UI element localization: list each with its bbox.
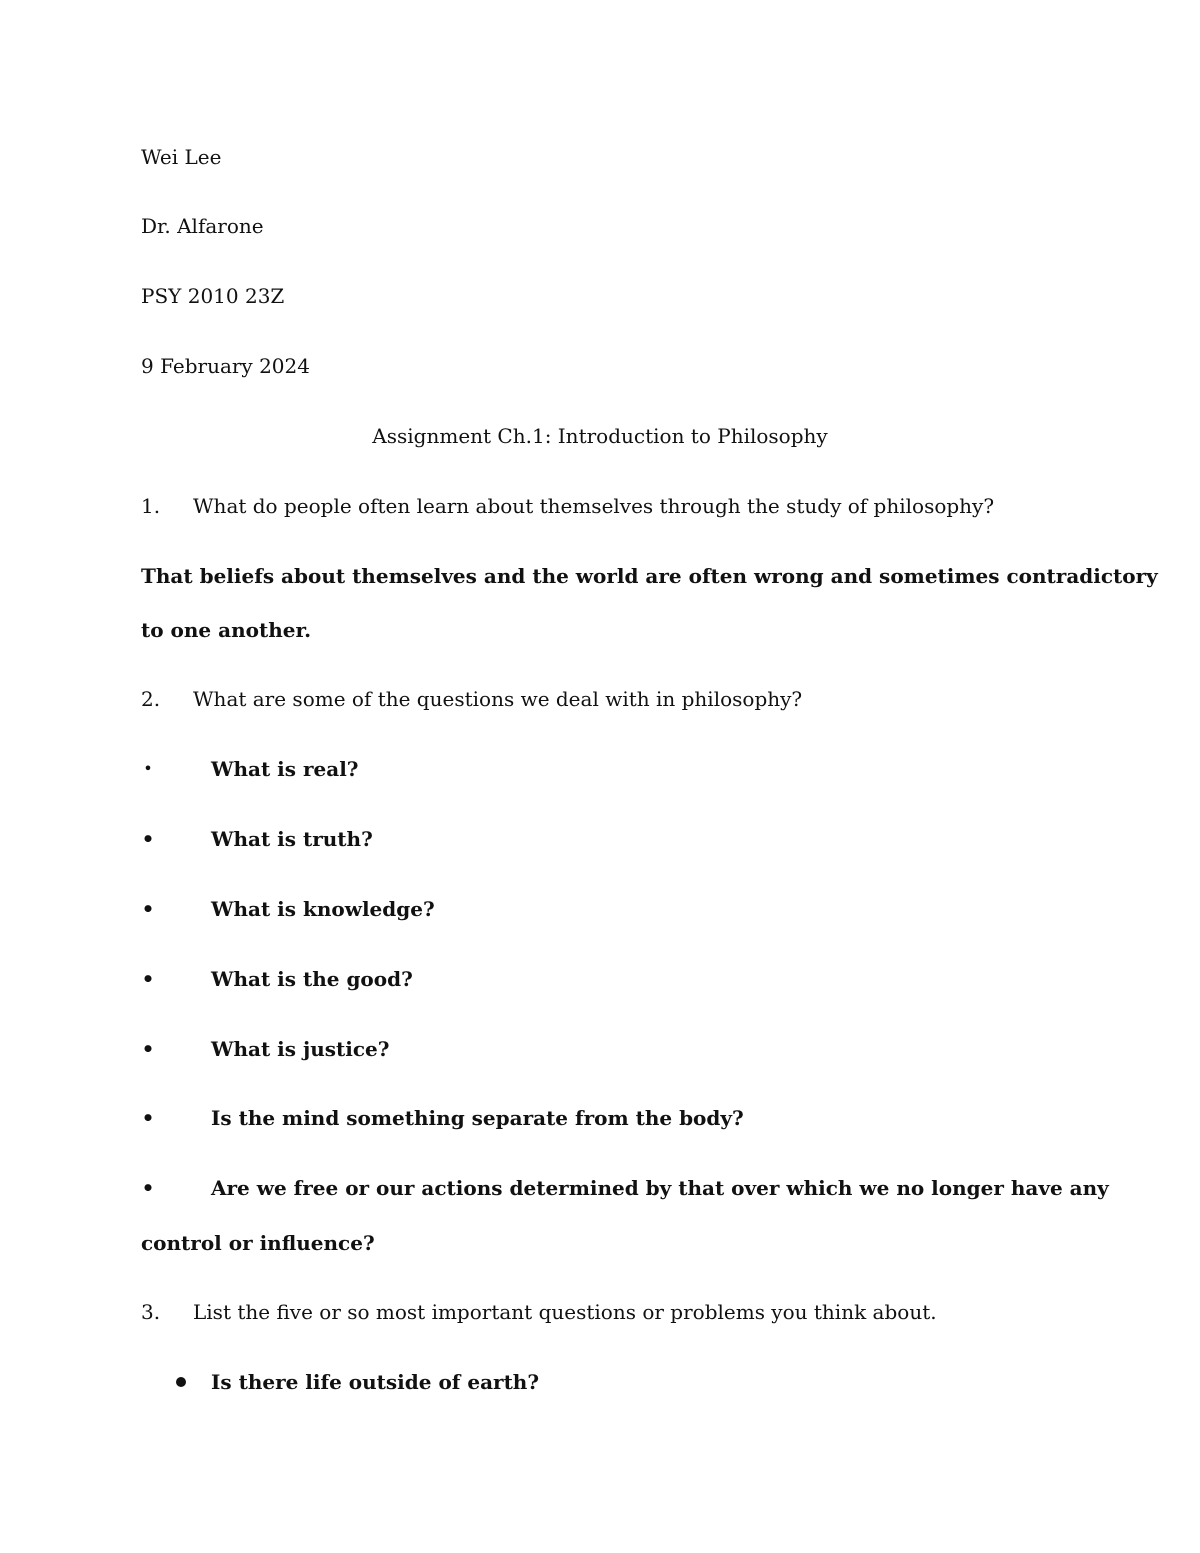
bullet-icon: •: [141, 1176, 155, 1200]
q2-bullet-item: What is knowledge?: [211, 897, 435, 921]
bullet-icon: •: [141, 1106, 155, 1130]
bullet-icon: •: [141, 967, 155, 991]
bullet-icon: •: [141, 1037, 155, 1061]
answer-1-line-2: to one another.: [141, 618, 312, 642]
q2-bullet-item: Is the mind something separate from the body?: [211, 1106, 744, 1130]
bullet-icon: •: [141, 827, 155, 851]
document-title: Assignment Ch.1: Introduction to Philosophy: [372, 424, 828, 448]
student-name: Wei Lee: [141, 145, 222, 169]
bullet-icon: [173, 1370, 189, 1394]
bullet-icon: •: [141, 897, 155, 921]
q2-bullet-item: What is real?: [211, 757, 359, 781]
instructor-name: Dr. Alfarone: [141, 214, 264, 238]
course-code: PSY 2010 23Z: [141, 284, 285, 308]
q2-bullet-item: Are we free or our actions determined by that over which we no longer have any: [211, 1176, 1109, 1200]
q3-bullet-item: Is there life outside of earth?: [211, 1370, 540, 1394]
bullet-icon: •: [143, 759, 153, 778]
question-1-text: What do people often learn about themselves through the study of philosophy?: [193, 494, 995, 518]
question-1-number: 1.: [141, 494, 161, 518]
q2-bullet-item: What is truth?: [211, 827, 373, 851]
q2-bullet-continuation: control or influence?: [141, 1231, 375, 1255]
question-2-text: What are some of the questions we deal with in philosophy?: [193, 687, 803, 711]
answer-1-line-1: That beliefs about themselves and the world are often wrong and sometimes contradictory: [141, 564, 1158, 588]
question-3-text: List the five or so most important questions or problems you think about.: [193, 1300, 937, 1324]
q2-bullet-item: What is justice?: [211, 1037, 390, 1061]
q2-bullet-item: What is the good?: [211, 967, 413, 991]
question-2-number: 2.: [141, 687, 161, 711]
question-3-number: 3.: [141, 1300, 161, 1324]
document-date: 9 February 2024: [141, 354, 310, 378]
